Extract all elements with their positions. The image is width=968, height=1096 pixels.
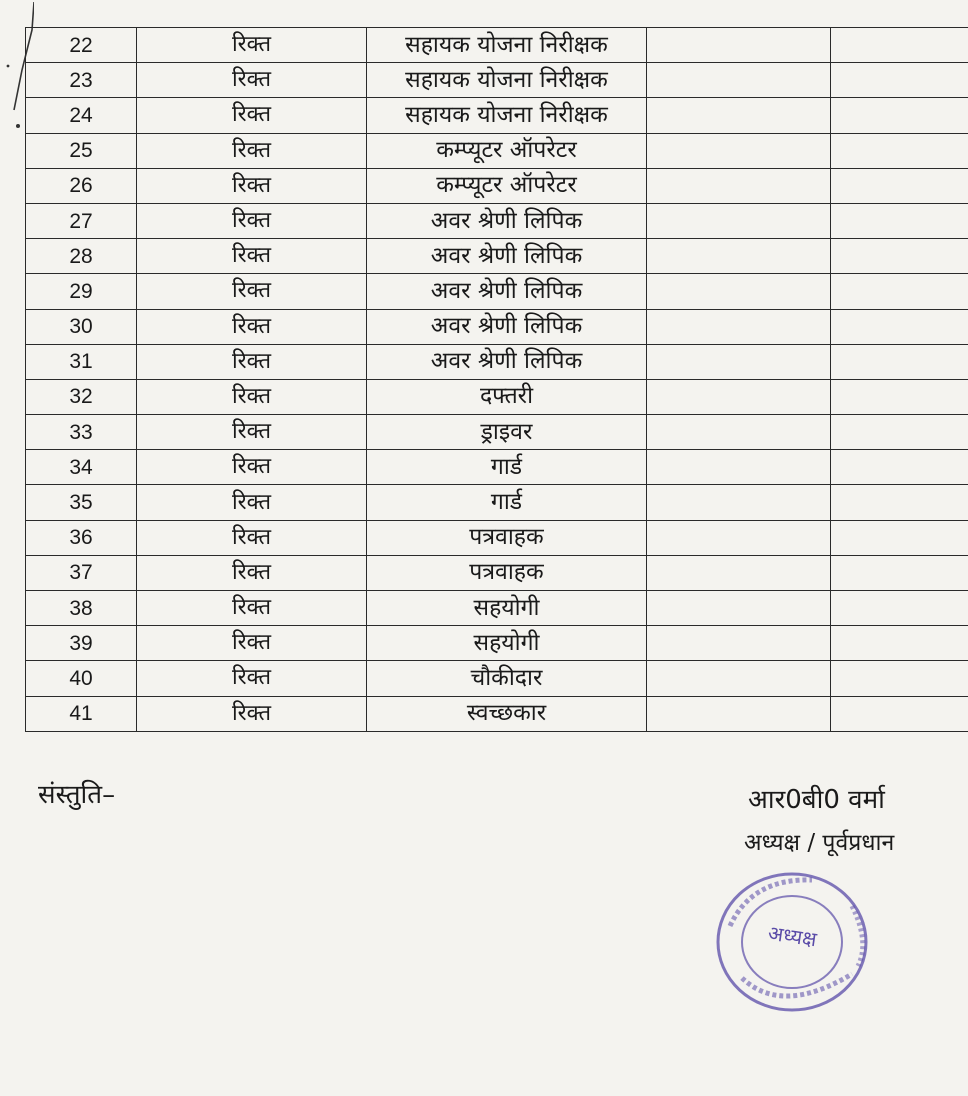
post-name-cell: सहायक योजना निरीक्षक	[367, 63, 647, 98]
serial-number-cell: 32	[26, 379, 137, 414]
blank-cell	[647, 696, 831, 731]
roster-body	[26, 28, 968, 732]
table-row	[26, 28, 968, 63]
status-cell: रिक्त	[137, 133, 367, 168]
blank-cell	[831, 661, 968, 696]
post-name-cell: अवर श्रेणी लिपिक	[367, 344, 647, 379]
serial-number-cell: 33	[26, 415, 137, 450]
table-row	[26, 555, 968, 590]
blank-cell	[831, 379, 968, 414]
status-cell: रिक्त	[137, 696, 367, 731]
post-name-cell: दफ्तरी	[367, 379, 647, 414]
table-row	[26, 309, 968, 344]
blank-cell	[647, 98, 831, 133]
status-cell: रिक्त	[137, 591, 367, 626]
blank-cell	[831, 344, 968, 379]
post-name-cell: गार्ड	[367, 450, 647, 485]
serial-number-cell: 35	[26, 485, 137, 520]
blank-cell	[831, 415, 968, 450]
post-name-cell: स्वच्छकार	[367, 696, 647, 731]
blank-cell	[831, 591, 968, 626]
status-cell: रिक्त	[137, 309, 367, 344]
blank-cell	[831, 63, 968, 98]
blank-cell	[647, 379, 831, 414]
blank-cell	[647, 450, 831, 485]
table-row	[26, 98, 968, 133]
post-name-cell: कम्प्यूटर ऑपरेटर	[367, 168, 647, 203]
status-cell: रिक्त	[137, 274, 367, 309]
status-cell: रिक्त	[137, 28, 367, 63]
blank-cell	[831, 274, 968, 309]
blank-cell	[831, 485, 968, 520]
serial-number-cell: 27	[26, 203, 137, 238]
serial-number-cell: 25	[26, 133, 137, 168]
serial-number-cell: 31	[26, 344, 137, 379]
table-row	[26, 415, 968, 450]
seal-text: अध्यक्ष	[766, 920, 819, 952]
table-row	[26, 203, 968, 238]
post-name-cell: सहायक योजना निरीक्षक	[367, 98, 647, 133]
blank-cell	[647, 415, 831, 450]
recommendation-label: संस्तुति–	[38, 780, 116, 810]
serial-number-cell: 24	[26, 98, 137, 133]
post-name-cell: सहयोगी	[367, 591, 647, 626]
status-cell: रिक्त	[137, 239, 367, 274]
blank-cell	[647, 239, 831, 274]
serial-number-cell: 22	[26, 28, 137, 63]
status-cell: रिक्त	[137, 98, 367, 133]
table-row	[26, 63, 968, 98]
status-cell: रिक्त	[137, 344, 367, 379]
serial-number-cell: 41	[26, 696, 137, 731]
table-row	[26, 379, 968, 414]
blank-cell	[647, 520, 831, 555]
post-name-cell: कम्प्यूटर ऑपरेटर	[367, 133, 647, 168]
blank-cell	[831, 520, 968, 555]
table-row	[26, 661, 968, 696]
table-row	[26, 168, 968, 203]
table-row	[26, 591, 968, 626]
table-row	[26, 626, 968, 661]
serial-number-cell: 30	[26, 309, 137, 344]
serial-number-cell: 23	[26, 63, 137, 98]
post-name-cell: गार्ड	[367, 485, 647, 520]
blank-cell	[831, 239, 968, 274]
status-cell: रिक्त	[137, 63, 367, 98]
blank-cell	[647, 344, 831, 379]
blank-cell	[831, 133, 968, 168]
status-cell: रिक्त	[137, 415, 367, 450]
status-cell: रिक्त	[137, 555, 367, 590]
status-cell: रिक्त	[137, 203, 367, 238]
post-name-cell: अवर श्रेणी लिपिक	[367, 239, 647, 274]
table-row	[26, 450, 968, 485]
table-row	[26, 274, 968, 309]
blank-cell	[831, 626, 968, 661]
post-name-cell: अवर श्रेणी लिपिक	[367, 309, 647, 344]
blank-cell	[647, 591, 831, 626]
blank-cell	[647, 555, 831, 590]
serial-number-cell: 29	[26, 274, 137, 309]
serial-number-cell: 36	[26, 520, 137, 555]
blank-cell	[647, 626, 831, 661]
blank-cell	[647, 168, 831, 203]
table-row	[26, 344, 968, 379]
blank-cell	[647, 485, 831, 520]
post-name-cell: सहायक योजना निरीक्षक	[367, 28, 647, 63]
status-cell: रिक्त	[137, 661, 367, 696]
blank-cell	[647, 203, 831, 238]
serial-number-cell: 26	[26, 168, 137, 203]
post-name-cell: चौकीदार	[367, 661, 647, 696]
blank-cell	[831, 203, 968, 238]
status-cell: रिक्त	[137, 485, 367, 520]
status-cell: रिक्त	[137, 450, 367, 485]
table-row	[26, 696, 968, 731]
table-row	[26, 133, 968, 168]
status-cell: रिक्त	[137, 626, 367, 661]
post-name-cell: सहयोगी	[367, 626, 647, 661]
blank-cell	[831, 309, 968, 344]
serial-number-cell: 40	[26, 661, 137, 696]
blank-cell	[831, 28, 968, 63]
post-name-cell: पत्रवाहक	[367, 520, 647, 555]
blank-cell	[831, 696, 968, 731]
serial-number-cell: 34	[26, 450, 137, 485]
post-roster-table	[25, 27, 968, 732]
serial-number-cell: 28	[26, 239, 137, 274]
serial-number-cell: 38	[26, 591, 137, 626]
blank-cell	[647, 661, 831, 696]
serial-number-cell: 37	[26, 555, 137, 590]
post-name-cell: अवर श्रेणी लिपिक	[367, 274, 647, 309]
table-row	[26, 239, 968, 274]
blank-cell	[647, 28, 831, 63]
blank-cell	[831, 555, 968, 590]
blank-cell	[647, 274, 831, 309]
post-name-cell: अवर श्रेणी लिपिक	[367, 203, 647, 238]
serial-number-cell: 39	[26, 626, 137, 661]
blank-cell	[831, 450, 968, 485]
signatory-title: अध्यक्ष / पूर्वप्रधान	[744, 830, 895, 856]
status-cell: रिक्त	[137, 379, 367, 414]
post-name-cell: पत्रवाहक	[367, 555, 647, 590]
status-cell: रिक्त	[137, 168, 367, 203]
table-row	[26, 485, 968, 520]
blank-cell	[831, 98, 968, 133]
blank-cell	[647, 133, 831, 168]
blank-cell	[831, 168, 968, 203]
post-name-cell: ड्राइवर	[367, 415, 647, 450]
signatory-name: आर0बी0 वर्मा	[748, 785, 885, 815]
blank-cell	[647, 63, 831, 98]
blank-cell	[647, 309, 831, 344]
table-row	[26, 520, 968, 555]
status-cell: रिक्त	[137, 520, 367, 555]
